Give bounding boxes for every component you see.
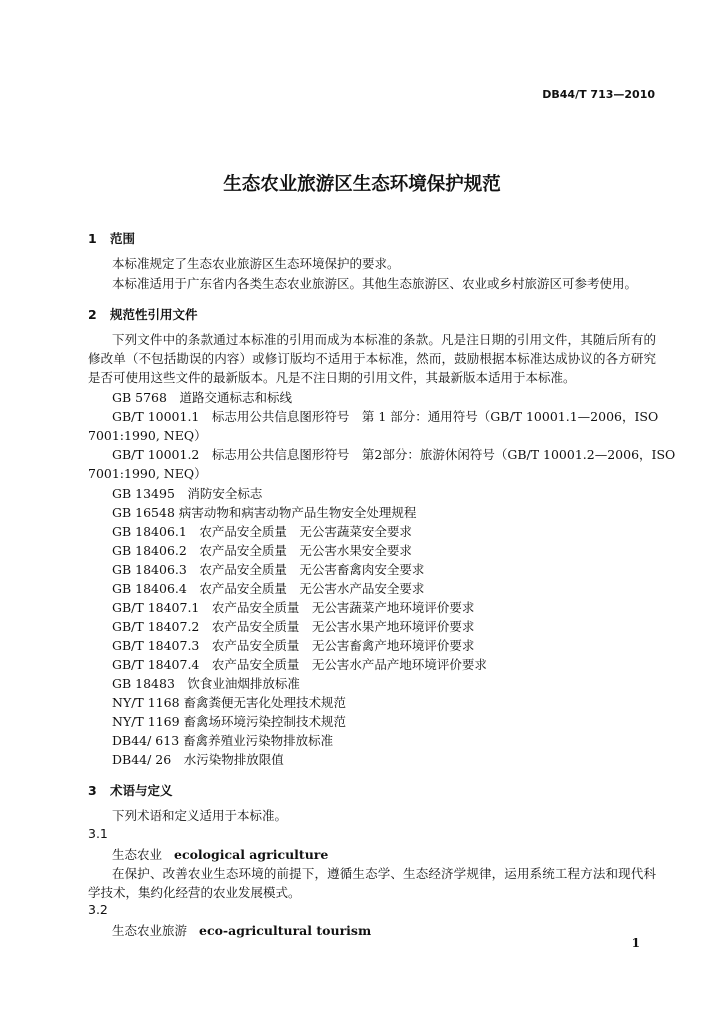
term-number: 3.2 — [88, 902, 108, 917]
section-number: 3 — [88, 783, 97, 798]
reference-item-continued: 7001:1990, NEQ） — [88, 428, 207, 443]
reference-item: GB/T 10001.1 标志用公共信息图形符号 第 1 部分：通用符号（GB/T 10001.1—2006，ISO — [112, 409, 659, 424]
section-1-heading — [88, 229, 135, 247]
reference-item: GB 18406.4 农产品安全质量 无公害水产品安全要求 — [112, 581, 425, 596]
paragraph: 下列术语和定义适用于本标准。 — [112, 808, 288, 823]
reference-item: GB 18406.3 农产品安全质量 无公害畜禽肉安全要求 — [112, 562, 425, 577]
standard-code: DB44/T 713—2010 — [542, 88, 655, 101]
paragraph: 本标准适用于广东省内各类生态农业旅游区。其他生态旅游区、农业或乡村旅游区可参考使用。 — [112, 276, 638, 291]
term-entry — [112, 921, 371, 939]
term-cn: 生态农业旅游 — [112, 923, 188, 938]
reference-item: GB/T 10001.2 标志用公共信息图形符号 第2部分：旅游休闲符号（GB/T 10001.2—2006，ISO — [112, 447, 676, 462]
reference-item: GB/T 18407.3 农产品安全质量 无公害畜禽产地环境评价要求 — [112, 638, 475, 653]
reference-item: GB/T 18407.4 农产品安全质量 无公害水产品产地环境评价要求 — [112, 657, 487, 672]
section-2-heading — [88, 305, 198, 323]
term-en: eco-agricultural tourism — [199, 923, 372, 938]
reference-item: NY/T 1168 畜禽粪便无害化处理技术规范 — [112, 695, 346, 710]
term-number: 3.1 — [88, 826, 108, 841]
reference-item: GB 18406.1 农产品安全质量 无公害蔬菜安全要求 — [112, 524, 412, 539]
term-cn: 生态农业 — [112, 847, 163, 862]
reference-item: GB 18483 饮食业油烟排放标准 — [112, 676, 300, 691]
paragraph: 下列文件中的条款通过本标准的引用而成为本标准的条款。凡是注日期的引用文件，其随后所有的修改单（不包括勘误的内容）或修订版均不适用于本标准，然而，鼓励根据本标准达成协议的各方研究是否可使用这些文件的最新版本。凡是不注日期的引用文件，其最新版本适用于本标准。 — [88, 332, 656, 385]
reference-item: DB44/ 26 水污染物排放限值 — [112, 752, 284, 767]
term-definition: 在保护、改善农业生态环境的前提下，遵循生态学、生态经济学规律，运用系统工程方法和现代科学技术，集约化经营的农业发展模式。 — [88, 866, 656, 900]
section-number: 1 — [88, 231, 97, 246]
reference-item: DB44/ 613 畜禽养殖业污染物排放标准 — [112, 733, 334, 748]
section-title: 规范性引用文件 — [110, 307, 198, 322]
paragraph: 本标准规定了生态农业旅游区生态环境保护的要求。 — [112, 256, 400, 271]
reference-item: NY/T 1169 畜禽场环境污染控制技术规范 — [112, 714, 346, 729]
reference-item: GB 5768 道路交通标志和标线 — [112, 390, 292, 405]
reference-item: GB/T 18407.1 农产品安全质量 无公害蔬菜产地环境评价要求 — [112, 600, 475, 615]
section-number: 2 — [88, 307, 97, 322]
section-3-heading — [88, 781, 173, 799]
reference-item-continued: 7001:1990, NEQ） — [88, 466, 207, 481]
reference-item: GB/T 18407.2 农产品安全质量 无公害水果产地环境评价要求 — [112, 619, 475, 634]
reference-item: GB 18406.2 农产品安全质量 无公害水果安全要求 — [112, 543, 412, 558]
term-entry — [112, 845, 328, 863]
page-number: 1 — [631, 936, 640, 950]
reference-item: GB 13495 消防安全标志 — [112, 486, 263, 501]
section-title: 术语与定义 — [110, 783, 173, 798]
reference-item: GB 16548 病害动物和病害动物产品生物安全处理规程 — [112, 505, 417, 520]
section-title: 范围 — [110, 231, 136, 246]
term-en: ecological agriculture — [174, 847, 329, 862]
document-title: 生态农业旅游区生态环境保护规范 — [223, 174, 501, 195]
